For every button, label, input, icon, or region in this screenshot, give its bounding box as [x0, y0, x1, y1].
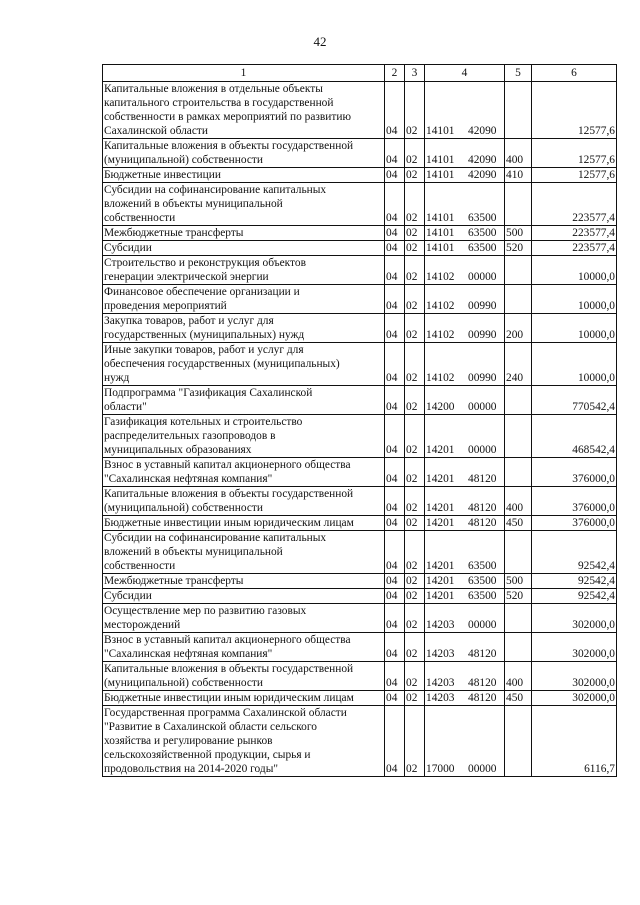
row-sum: 10000,0 [532, 256, 617, 285]
row-sum: 10000,0 [532, 314, 617, 343]
row-csr-program: 14102 [426, 300, 455, 312]
row-csr [425, 691, 505, 706]
row-csr-direction: 63500 [468, 242, 497, 254]
row-name: Взнос в уставный капитал акционерного общества "Сахалинская нефтяная компания" [103, 458, 385, 487]
row-pr: 02 [405, 183, 425, 226]
row-pr: 02 [405, 458, 425, 487]
row-csr-direction: 00000 [468, 444, 497, 456]
row-sum: 376000,0 [532, 516, 617, 531]
row-name: Газификация котельных и строительство распределительных газопроводов в муниципальных образованиях [103, 415, 385, 458]
header-col-3: 3 [405, 65, 425, 82]
row-pr: 02 [405, 241, 425, 256]
row-csr [425, 183, 505, 226]
row-sum: 10000,0 [532, 285, 617, 314]
row-csr [425, 139, 505, 168]
row-csr-program: 14101 [426, 154, 455, 166]
row-csr-direction: 48120 [468, 473, 497, 485]
row-csr-direction: 42090 [468, 125, 497, 137]
table-row [103, 256, 617, 285]
table-row [103, 241, 617, 256]
row-csr-direction: 48120 [468, 648, 497, 660]
row-csr-program: 14102 [426, 271, 455, 283]
row-csr [425, 415, 505, 458]
row-rz: 04 [385, 343, 405, 386]
row-pr: 02 [405, 662, 425, 691]
row-pr: 02 [405, 516, 425, 531]
header-col-2: 2 [385, 65, 405, 82]
header-col-4: 4 [425, 65, 505, 82]
table-row [103, 314, 617, 343]
row-pr: 02 [405, 256, 425, 285]
row-csr-program: 14203 [426, 648, 455, 660]
row-csr [425, 386, 505, 415]
table-row [103, 691, 617, 706]
row-csr-direction: 00990 [468, 300, 497, 312]
row-csr [425, 516, 505, 531]
row-name: Межбюджетные трансферты [103, 574, 385, 589]
row-rz: 04 [385, 285, 405, 314]
row-csr-direction: 42090 [468, 154, 497, 166]
row-sum: 223577,4 [532, 241, 617, 256]
row-csr-program: 14200 [426, 401, 455, 413]
row-vr [505, 386, 532, 415]
row-name: Взнос в уставный капитал акционерного общества "Сахалинская нефтяная компания" [103, 633, 385, 662]
row-pr: 02 [405, 415, 425, 458]
row-csr-direction: 42090 [468, 169, 497, 181]
row-pr: 02 [405, 706, 425, 777]
table-row [103, 415, 617, 458]
row-sum: 302000,0 [532, 633, 617, 662]
row-vr: 400 [505, 487, 532, 516]
row-csr [425, 574, 505, 589]
row-rz: 04 [385, 183, 405, 226]
row-sum: 468542,4 [532, 415, 617, 458]
row-name: Субсидии [103, 241, 385, 256]
row-rz: 04 [385, 487, 405, 516]
row-rz: 04 [385, 458, 405, 487]
row-pr: 02 [405, 574, 425, 589]
row-rz: 04 [385, 531, 405, 574]
row-sum: 10000,0 [532, 343, 617, 386]
row-name: Государственная программа Сахалинской области "Развитие в Сахалинской области сельского хозяйства и регулирование рынков сельскохозяйственной продукции, сырья и продовольствия на 2014-2020 годы" [103, 706, 385, 777]
row-sum: 92542,4 [532, 589, 617, 604]
row-vr [505, 706, 532, 777]
row-csr-program: 14203 [426, 692, 455, 704]
row-name: Иные закупки товаров, работ и услуг для обеспечения государственных (муниципальных) нужд [103, 343, 385, 386]
row-csr-direction: 00000 [468, 619, 497, 631]
table-row [103, 343, 617, 386]
row-vr: 500 [505, 226, 532, 241]
row-csr [425, 604, 505, 633]
row-vr [505, 256, 532, 285]
row-pr: 02 [405, 604, 425, 633]
row-csr-direction: 63500 [468, 590, 497, 602]
table-row [103, 386, 617, 415]
row-pr: 02 [405, 343, 425, 386]
row-csr-program: 14201 [426, 560, 455, 572]
row-rz: 04 [385, 241, 405, 256]
row-name: Финансовое обеспечение организации и проведения мероприятий [103, 285, 385, 314]
table-row [103, 168, 617, 183]
table-row [103, 633, 617, 662]
row-rz: 04 [385, 662, 405, 691]
row-name: Бюджетные инвестиции иным юридическим лицам [103, 516, 385, 531]
table-row [103, 458, 617, 487]
row-csr-program: 14201 [426, 444, 455, 456]
row-csr-program: 14201 [426, 473, 455, 485]
row-csr-direction: 63500 [468, 212, 497, 224]
row-csr [425, 706, 505, 777]
row-csr-direction: 48120 [468, 517, 497, 529]
row-csr-direction: 48120 [468, 692, 497, 704]
table-row [103, 574, 617, 589]
table-row [103, 516, 617, 531]
row-csr [425, 241, 505, 256]
row-pr: 02 [405, 633, 425, 662]
table-row [103, 226, 617, 241]
row-csr-direction: 63500 [468, 227, 497, 239]
table-header-row [103, 65, 617, 82]
table-row [103, 487, 617, 516]
table-row [103, 706, 617, 777]
row-vr: 400 [505, 139, 532, 168]
row-sum: 12577,6 [532, 168, 617, 183]
row-pr: 02 [405, 285, 425, 314]
row-csr-program: 14102 [426, 372, 455, 384]
row-csr-direction: 00000 [468, 401, 497, 413]
header-col-1: 1 [103, 65, 385, 82]
row-csr-program: 14101 [426, 242, 455, 254]
row-vr [505, 183, 532, 226]
row-rz: 04 [385, 415, 405, 458]
row-pr: 02 [405, 487, 425, 516]
row-rz: 04 [385, 589, 405, 604]
row-rz: 04 [385, 516, 405, 531]
row-csr-direction: 00990 [468, 372, 497, 384]
header-col-6: 6 [532, 65, 617, 82]
row-vr: 400 [505, 662, 532, 691]
row-name: Капитальные вложения в объекты государственной (муниципальной) собственности [103, 662, 385, 691]
row-name: Бюджетные инвестиции иным юридическим лицам [103, 691, 385, 706]
row-sum: 376000,0 [532, 487, 617, 516]
row-csr-program: 14201 [426, 575, 455, 587]
row-name: Субсидии [103, 589, 385, 604]
row-vr: 500 [505, 574, 532, 589]
row-rz: 04 [385, 574, 405, 589]
table-row [103, 589, 617, 604]
row-csr [425, 314, 505, 343]
row-rz: 04 [385, 691, 405, 706]
row-name: Межбюджетные трансферты [103, 226, 385, 241]
row-rz: 04 [385, 633, 405, 662]
row-pr: 02 [405, 139, 425, 168]
row-csr-program: 14101 [426, 212, 455, 224]
row-pr: 02 [405, 531, 425, 574]
row-csr [425, 458, 505, 487]
row-csr [425, 662, 505, 691]
row-csr [425, 589, 505, 604]
row-sum: 6116,7 [532, 706, 617, 777]
row-vr: 520 [505, 241, 532, 256]
row-rz: 04 [385, 256, 405, 285]
row-pr: 02 [405, 82, 425, 139]
row-sum: 302000,0 [532, 662, 617, 691]
row-csr-program: 14201 [426, 502, 455, 514]
row-csr [425, 531, 505, 574]
row-pr: 02 [405, 168, 425, 183]
row-sum: 223577,4 [532, 226, 617, 241]
row-sum: 376000,0 [532, 458, 617, 487]
row-vr [505, 285, 532, 314]
row-pr: 02 [405, 314, 425, 343]
row-vr: 450 [505, 516, 532, 531]
row-csr-program: 14101 [426, 227, 455, 239]
row-sum: 12577,6 [532, 139, 617, 168]
table-row [103, 285, 617, 314]
row-csr-direction: 00990 [468, 329, 497, 341]
row-pr: 02 [405, 691, 425, 706]
row-vr: 450 [505, 691, 532, 706]
row-vr: 410 [505, 168, 532, 183]
row-sum: 12577,6 [532, 82, 617, 139]
row-name: Осуществление мер по развитию газовых месторождений [103, 604, 385, 633]
row-name: Капитальные вложения в объекты государственной (муниципальной) собственности [103, 139, 385, 168]
row-rz: 04 [385, 226, 405, 241]
row-csr-program: 14203 [426, 677, 455, 689]
row-csr [425, 633, 505, 662]
table-row [103, 139, 617, 168]
table-row [103, 662, 617, 691]
row-sum: 302000,0 [532, 691, 617, 706]
row-csr-direction: 00000 [468, 271, 497, 283]
row-csr-program: 14101 [426, 169, 455, 181]
row-sum: 770542,4 [532, 386, 617, 415]
row-csr [425, 82, 505, 139]
row-csr-program: 14101 [426, 125, 455, 137]
row-csr [425, 168, 505, 183]
row-vr [505, 82, 532, 139]
row-pr: 02 [405, 386, 425, 415]
row-rz: 04 [385, 386, 405, 415]
row-csr [425, 343, 505, 386]
row-csr-direction: 00000 [468, 763, 497, 775]
row-csr [425, 256, 505, 285]
row-csr-program: 14203 [426, 619, 455, 631]
row-name: Субсидии на софинансирование капитальных вложений в объекты муниципальной собственности [103, 183, 385, 226]
table-row [103, 531, 617, 574]
row-csr [425, 226, 505, 241]
row-rz: 04 [385, 139, 405, 168]
row-sum: 92542,4 [532, 531, 617, 574]
row-vr: 200 [505, 314, 532, 343]
row-csr-direction: 48120 [468, 502, 497, 514]
table-row [103, 604, 617, 633]
row-vr [505, 531, 532, 574]
row-csr-direction: 48120 [468, 677, 497, 689]
header-col-5: 5 [505, 65, 532, 82]
table-row [103, 183, 617, 226]
row-rz: 04 [385, 314, 405, 343]
row-name: Субсидии на софинансирование капитальных вложений в объекты муниципальной собственности [103, 531, 385, 574]
budget-table [102, 64, 617, 777]
row-rz: 04 [385, 168, 405, 183]
row-csr-direction: 63500 [468, 560, 497, 572]
row-name: Бюджетные инвестиции [103, 168, 385, 183]
row-pr: 02 [405, 226, 425, 241]
row-name: Капитальные вложения в отдельные объекты капитального строительства в государственной собственности в рамках мероприятий по развитию Сахалинской области [103, 82, 385, 139]
row-vr [505, 633, 532, 662]
row-vr: 240 [505, 343, 532, 386]
row-csr [425, 285, 505, 314]
row-name: Подпрограмма "Газификация Сахалинской области" [103, 386, 385, 415]
row-rz: 04 [385, 706, 405, 777]
row-sum: 302000,0 [532, 604, 617, 633]
row-csr-program: 17000 [426, 763, 455, 775]
row-csr-program: 14201 [426, 590, 455, 602]
row-csr-direction: 63500 [468, 575, 497, 587]
row-csr [425, 487, 505, 516]
row-vr [505, 415, 532, 458]
table-row [103, 82, 617, 139]
row-rz: 04 [385, 82, 405, 139]
page-number: 42 [313, 34, 327, 49]
row-rz: 04 [385, 604, 405, 633]
row-sum: 92542,4 [532, 574, 617, 589]
row-pr: 02 [405, 589, 425, 604]
row-csr-program: 14102 [426, 329, 455, 341]
row-name: Строительство и реконструкция объектов генерации электрической энергии [103, 256, 385, 285]
row-vr [505, 604, 532, 633]
row-sum: 223577,4 [532, 183, 617, 226]
row-name: Капитальные вложения в объекты государственной (муниципальной) собственности [103, 487, 385, 516]
row-vr [505, 458, 532, 487]
row-name: Закупка товаров, работ и услуг для государственных (муниципальных) нужд [103, 314, 385, 343]
row-vr: 520 [505, 589, 532, 604]
row-csr-program: 14201 [426, 517, 455, 529]
